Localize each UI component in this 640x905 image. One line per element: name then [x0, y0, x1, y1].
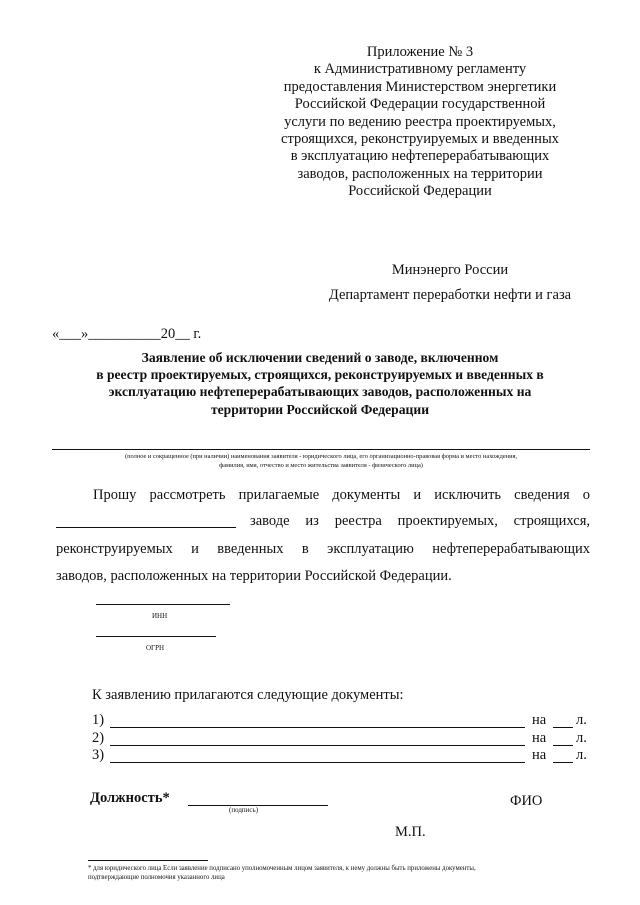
annex-header [250, 44, 590, 201]
attachment-na: на [532, 730, 547, 746]
annex-line: в эксплуатацию нефтеперерабатывающих [290, 148, 550, 165]
name-label: ФИО [510, 793, 543, 809]
attachment-blank [110, 762, 525, 763]
signature-hint: (подпись) [229, 806, 259, 814]
applicant-hint [52, 452, 590, 470]
inn-label: ИНН [152, 612, 168, 620]
applicant-hint-line: (полное и сокращенное (при наличии) наименования заявителя - юридического лица, его организационно-правовая форма и место нахождения, [124, 453, 518, 460]
attachment-pages-blank [553, 727, 573, 728]
footnote-separator [88, 860, 208, 861]
document-title [40, 349, 600, 418]
plant-name-blank [56, 527, 236, 528]
attachment-blank [110, 745, 525, 746]
attachments-intro: К заявлению прилагаются следующие документы: [92, 687, 404, 703]
attachment-blank [110, 727, 525, 728]
attachment-number: 3) [92, 747, 105, 763]
footnote [88, 864, 593, 882]
position-label: Должность* [90, 790, 170, 806]
title-line: территории Российской Федерации [210, 401, 430, 417]
addressee-department: Департамент переработки нефти и газа [328, 287, 572, 303]
annex-line: Российской Федерации государственной [294, 96, 546, 113]
attachment-unit: л. [576, 712, 587, 728]
attachment-pages-blank [553, 762, 573, 763]
attachment-na: на [532, 712, 547, 728]
title-line: Заявление об исключении сведений о заводе, включенном [141, 350, 499, 365]
attachment-number: 2) [92, 730, 105, 746]
request-line-4: заводов, расположенных на территории Российской Федерации. [56, 568, 452, 584]
annex-line: Приложение № 3 [366, 44, 474, 60]
footnote-line: * для юридического лица Если заявление подписано уполномоченным лицом заявителя, к нему должны быть приложены документы, [88, 865, 476, 872]
attachment-number: 1) [92, 712, 105, 728]
inn-blank [96, 604, 230, 605]
annex-line: к Административному регламенту [313, 61, 527, 78]
title-line: в реестр проектируемых, строящихся, реконструируемых и введенных в [96, 367, 544, 383]
annex-line: строящихся, реконструируемых и введенных [281, 131, 559, 148]
attachment-pages-blank [553, 745, 573, 746]
ogrn-label: ОГРН [146, 644, 165, 652]
addressee-block [300, 258, 600, 308]
attachment-na: на [532, 747, 547, 763]
applicant-hint-line: фамилия, имя, отчество и место жительства заявителя - физического лица) [219, 462, 423, 469]
date-line: «___»__________20__ г. [52, 326, 202, 342]
attachment-unit: л. [576, 747, 587, 763]
attachment-unit: л. [576, 730, 587, 746]
annex-line: услуги по ведению реестра проектируемых, [284, 113, 556, 130]
stamp-label: М.П. [395, 824, 426, 840]
addressee-ministry: Минэнерго России [391, 262, 509, 278]
ogrn-blank [96, 636, 216, 637]
annex-line: предоставления Министерством энергетики [283, 78, 557, 95]
annex-line: Российской Федерации [348, 183, 492, 200]
request-line-1: Прошу рассмотреть прилагаемые документы и исключить сведения о [93, 487, 590, 503]
request-line-3: реконструируемых и введенных в эксплуатацию нефтеперерабатывающих [56, 541, 590, 557]
footnote-line: подтверждающие полномочия указанного лица [88, 874, 225, 881]
annex-line: заводов, расположенных на территории [297, 165, 543, 182]
title-line: эксплуатацию нефтеперерабатывающих заводов, расположенных на [108, 384, 532, 400]
request-line-2: заводе из реестра проектируемых, строящихся, [250, 513, 590, 529]
applicant-name-line [52, 449, 590, 450]
